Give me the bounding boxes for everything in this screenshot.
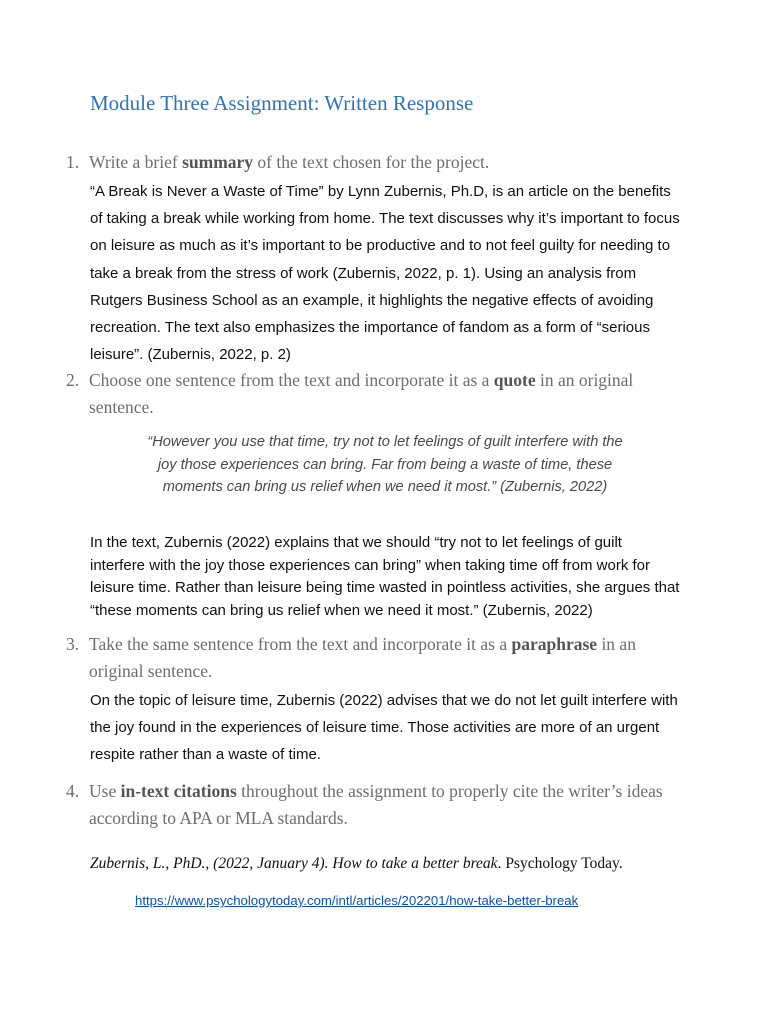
question-keyword: quote (493, 370, 536, 390)
question-text-post: of the text chosen for the project. (253, 152, 490, 172)
question-1 (66, 149, 666, 176)
question-text (89, 631, 666, 685)
answer-text: In the text, Zubernis (2022) explains that we should “try not to let feelings of guilt interfere with the joy those experiences can bring” when taking time off from work for leisure time. Rather than leisure being time wasted in pointless activities, she argues that “these moments can bring us relief when we need it most.” (Zubernis, 2022) (90, 534, 680, 619)
question-text-post: throughout the assignment to properly cite the writer’s ideas according to APA or MLA standards. (89, 781, 663, 828)
question-text (89, 778, 666, 832)
reference-author-date: Zubernis, L., PhD., (2022, January 4). (90, 855, 333, 872)
question-text-pre: Choose one sentence from the text and incorporate it as a (89, 370, 494, 390)
question-keyword: summary (182, 152, 254, 172)
question-4 (66, 778, 666, 832)
question-keyword: paraphrase (511, 634, 598, 654)
question-text-post: in an original sentence. (89, 634, 636, 681)
answer-text: “A Break is Never a Waste of Time” by Lynn Zubernis, Ph.D, is an article on the benefits of taking a break while working from home. The text discusses why it’s important to focus on leisure as much as it’s important to be productive and to not feel guilty for needing to take a break from the stress of work (Zubernis, 2022, p. 1). Using an analysis from Rutgers Business School as an example, it highlights the negative effects of avoiding recreation. The text also emphasizes the importance of fandom as a form of “serious leisure”. (Zubernis, 2022, p. 2) (90, 183, 680, 364)
question-3 (66, 631, 666, 685)
block-quote: “However you use that time, try not to let feelings of guilt interfere with the joy those experiences can bring. Far from being a waste of time, these moments can bring us relief when we need it most.” (Zubernis, 2022) (147, 434, 623, 495)
answer-3 (90, 687, 680, 768)
question-text-pre: Write a brief (89, 152, 183, 172)
question-text-pre: Use (89, 781, 121, 801)
question-number: 2. (66, 370, 80, 390)
question-text-pre: Take the same sentence from the text and incorporate it as a (89, 634, 512, 654)
reference-link[interactable]: https://www.psychologytoday.com/intl/articles/202201/how-take-better-break (135, 893, 579, 908)
reference-article-title: How to take a better break (332, 855, 498, 872)
question-number: 3. (66, 634, 80, 654)
answer-1 (90, 178, 680, 368)
answer-text: On the topic of leisure time, Zubernis (2022) advises that we do not let guilt interfere with the joy found in the experiences of leisure time. Those activities are more of an urgent respite rather than a waste of time. (90, 692, 678, 763)
question-text-post: in an original sentence. (89, 370, 634, 417)
question-2 (66, 367, 666, 421)
question-number: 4. (66, 781, 80, 801)
reference-entry (90, 855, 623, 873)
question-text (89, 149, 666, 176)
answer-2 (90, 532, 680, 622)
question-number: 1. (66, 152, 80, 172)
reference-source: . Psychology Today. (497, 855, 623, 872)
question-text (89, 367, 666, 421)
question-keyword: in-text citations (120, 781, 237, 801)
page-title: Module Three Assignment: Written Response (90, 91, 474, 115)
